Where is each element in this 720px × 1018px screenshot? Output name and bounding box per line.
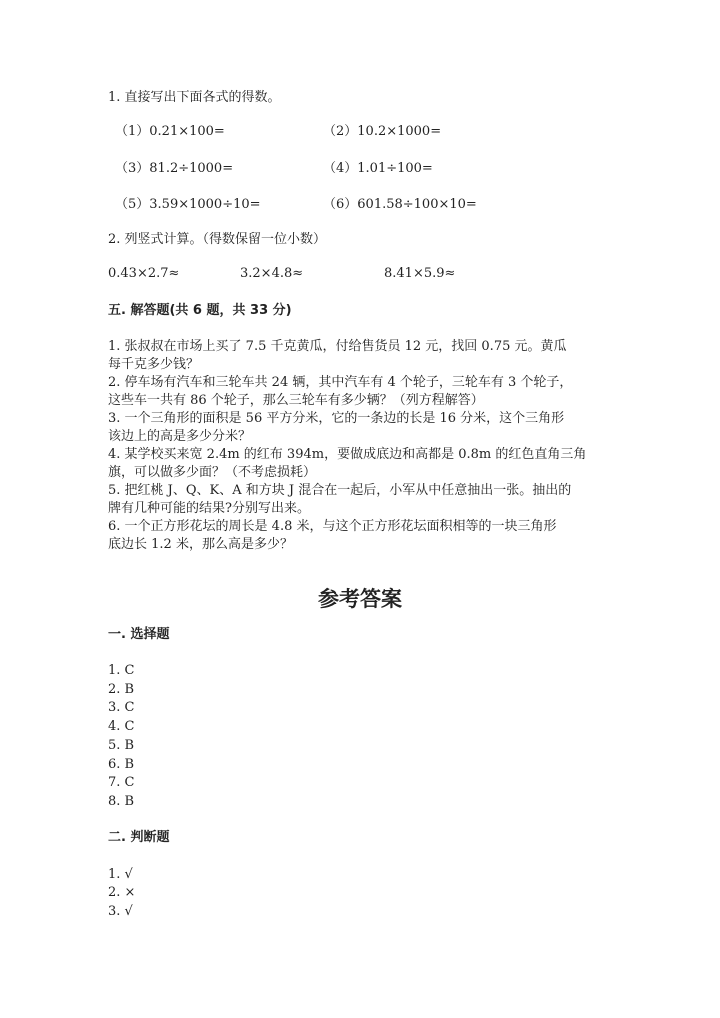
- answers-sec2-item-2: 2. ×: [108, 885, 136, 900]
- section5-line-2: 每千克多少钱？: [108, 357, 200, 372]
- q1-item-4: （4）1.01÷100=: [323, 161, 433, 176]
- section5-line-7: 4. 某学校买来宽 2.4m 的红布 394m，要做成底边和高都是 0.8m 的红色直角三角: [108, 447, 587, 462]
- section5-line-11: 6. 一个正方形花坛的周长是 4.8 米，与这个正方形花坛面积相等的一块三角形: [108, 519, 557, 534]
- answers-sec1-item-5: 5. B: [108, 738, 135, 753]
- section5-line-8: 旗，可以做多少面？（不考虑损耗）: [108, 465, 317, 480]
- section5-line-6: 该边上的高是多少分米？: [108, 429, 252, 444]
- section5-line-10: 牌有几种可能的结果?分别写出来。: [108, 501, 310, 516]
- answers-sec2-item-3: 3. √: [108, 904, 133, 919]
- section5-line-5: 3. 一个三角形的面积是 56 平方分米，它的一条边的长是 16 分米，这个三角形: [108, 411, 565, 426]
- section5-line-1: 1. 张叔叔在市场上买了 7.5 千克黄瓜，付给售货员 12 元，找回 0.75 元。黄瓜: [108, 339, 567, 354]
- q2-heading: 2. 列竖式计算。（得数保留一位小数）: [108, 232, 327, 247]
- section5-line-3: 2. 停车场有汽车和三轮车共 24 辆，其中汽车有 4 个轮子，三轮车有 3 个轮子，: [108, 375, 573, 390]
- answers-sec1-heading: 一. 选择题: [108, 627, 170, 642]
- q1-item-3: （3）81.2÷1000=: [115, 161, 234, 176]
- q1-item-5: （5）3.59×1000÷10=: [115, 197, 261, 212]
- answers-sec1-item-8: 8. B: [108, 794, 135, 809]
- section5-line-9: 5. 把红桃 J、Q、K、A 和方块 J 混合在一起后，小军从中任意抽出一张。抽出的: [108, 483, 572, 498]
- answers-sec2-heading: 二. 判断题: [108, 830, 170, 845]
- answers-sec1-item-2: 2. B: [108, 682, 135, 697]
- q2-item-2: 3.2×4.8≈: [240, 266, 304, 281]
- answers-sec1-item-1: 1. C: [108, 663, 135, 678]
- q1-heading: 1. 直接写出下面各式的得数。: [108, 90, 281, 105]
- section5-line-12: 底边长 1.2 米，那么高是多少？: [108, 537, 293, 552]
- answers-sec1-item-7: 7. C: [108, 775, 135, 790]
- q1-item-2: （2）10.2×1000=: [323, 124, 442, 139]
- section5-heading: 五. 解答题(共 6 题，共 33 分): [108, 303, 292, 318]
- q1-item-6: （6）601.58÷100×10=: [323, 197, 477, 212]
- answers-sec1-item-4: 4. C: [108, 719, 135, 734]
- answers-sec1-item-6: 6. B: [108, 757, 135, 772]
- answers-sec2-item-1: 1. √: [108, 867, 133, 882]
- q1-item-1: （1）0.21×100=: [115, 124, 225, 139]
- answers-title: 参考答案: [318, 587, 402, 611]
- section5-line-4: 这些车一共有 86 个轮子，那么三轮车有多少辆？（列方程解答）: [108, 393, 484, 408]
- answers-sec1-item-3: 3. C: [108, 700, 135, 715]
- q2-item-1: 0.43×2.7≈: [108, 266, 180, 281]
- q2-item-3: 8.41×5.9≈: [384, 266, 456, 281]
